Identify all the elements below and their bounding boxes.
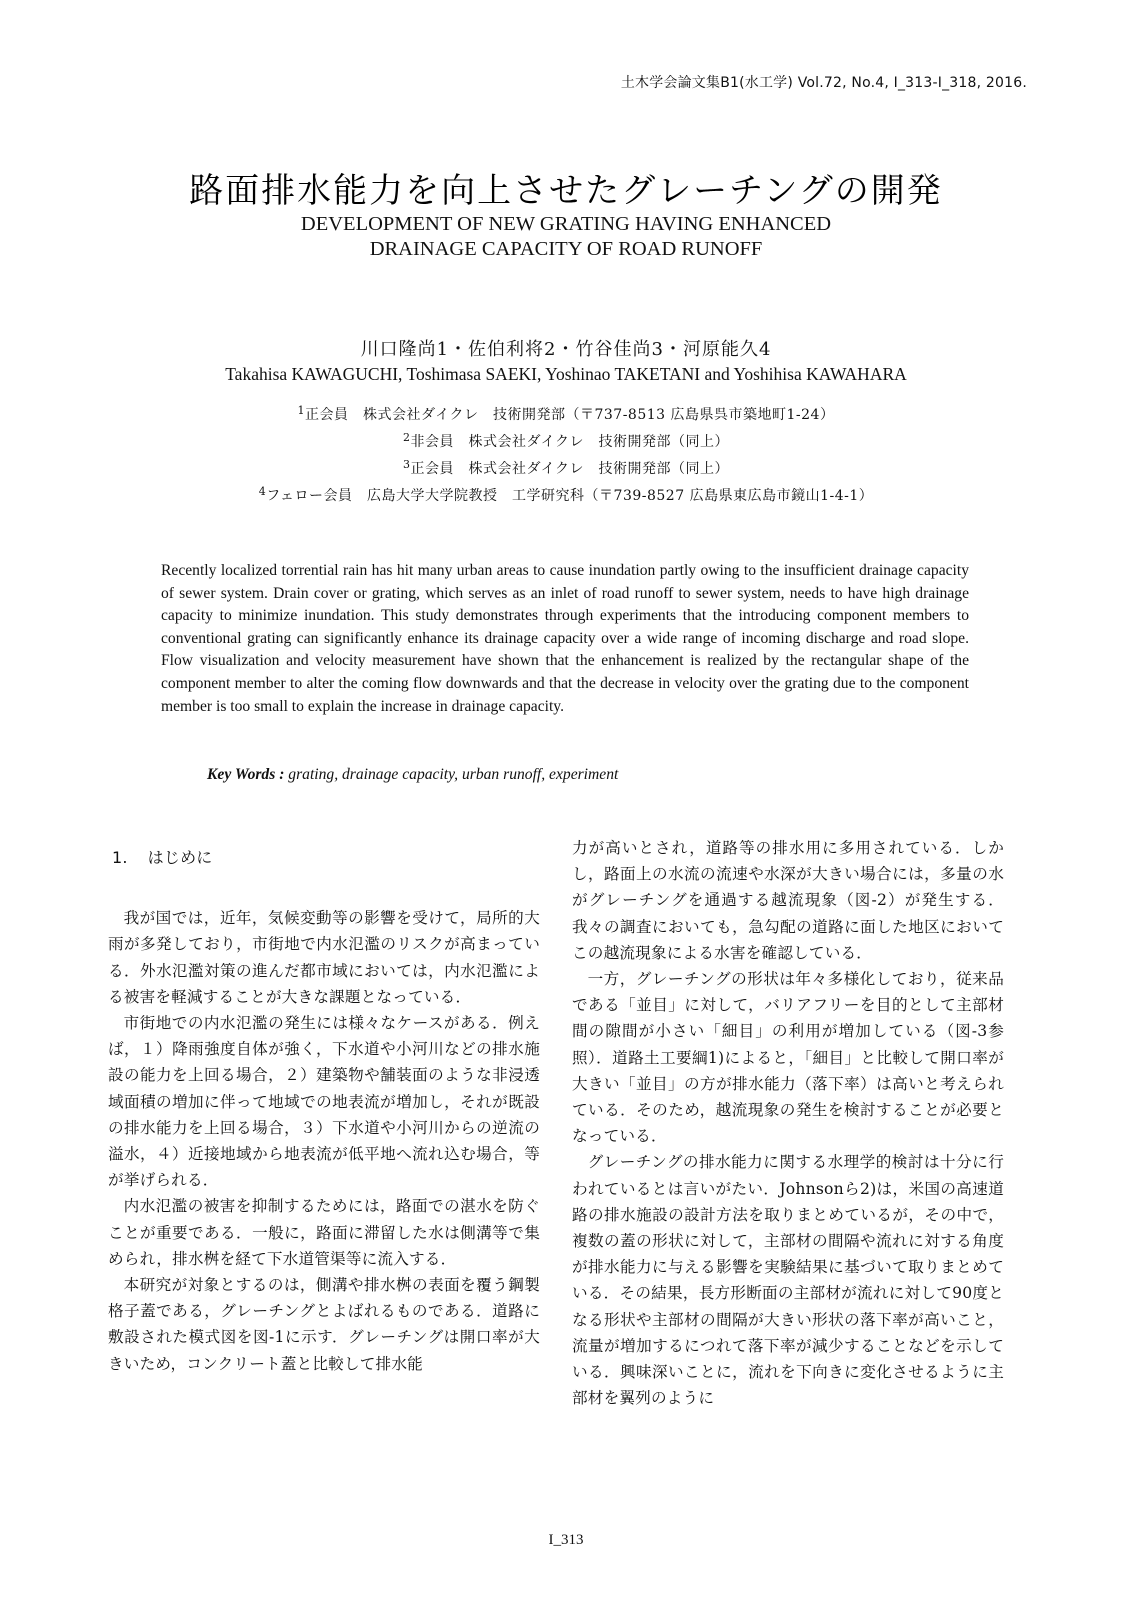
affiliation-4 (0, 485, 1132, 505)
page-number: I_313 (548, 1532, 584, 1548)
paper-title-en (0, 212, 1132, 262)
affiliation-1-text: 正会員 株式会社ダイクレ 技術開発部（〒737-8513 広島県呉市築地町1-24） (305, 407, 835, 423)
paper-title-ja: 路面排水能力を向上させたグレーチングの開発 (189, 171, 943, 211)
body-paragraph: 力が高いとされ，道路等の排水用に多用されている．しかし，路面上の水流の流速や水深が大きい場合には，多量の水がグレーチングを通過する越流現象（図-2）が発生する．我々の調査においても，急勾配の道路に面した地区においてこの越流現象による水害を確認している． (572, 839, 1004, 962)
section-title: はじめに (147, 848, 213, 867)
paper-title-en-line2: DRAINAGE CAPACITY OF ROAD RUNOFF (369, 238, 763, 260)
section-number: 1. (112, 848, 128, 867)
keywords-label: Key Words : (207, 766, 285, 783)
affiliation-3-text: 正会員 株式会社ダイクレ 技術開発部（同上） (410, 461, 729, 477)
keywords (207, 766, 618, 784)
authors-en: Takahisa KAWAGUCHI, Toshimasa SAEKI, Yoshinao TAKETANI and Yoshihisa KAWAHARA (225, 364, 907, 384)
affiliation-2-num: 2 (403, 431, 411, 444)
affiliation-1-num: 1 (297, 404, 306, 417)
affiliation-2-text: 非会員 株式会社ダイクレ 技術開発部（同上） (410, 434, 729, 450)
body-paragraph: 市街地での内水氾濫の発生には様々なケースがある．例えば，１）降雨強度自体が強く，下水道や小河川などの排水施設の能力を上回る場合，２）建築物や舗装面のような非浸透域面積の増加に伴って地域での地表流が増加し，それが既設の排水能力を上回る場合，３）下水道や小河川からの逆流の溢水，４）近接地域から地表流が低平地へ流れ込む場合，等が挙げられる． (108, 1014, 540, 1190)
body-paragraph: 一方，グレーチングの形状は年々多様化しており，従来品である「並目」に対して，バリアフリーを目的として主部材間の隙間が小さい「細目」の利用が増加している（図-3参照）．道路土工要綱1)によると，「細目」と比較して開口率が大きい「並目」の方が排水能力（落下率）は高いと考えられている．そのため，越流現象の発生を検討することが必要となっている． (572, 970, 1004, 1146)
authors-ja: 川口隆尚1・佐伯利将2・竹谷佳尚3・河原能久4 (360, 339, 772, 360)
column-left (108, 835, 540, 1377)
abstract: Recently localized torrential rain has hit many urban areas to cause inundation partly owing to the insufficient drainage capacity of sewer system. Drain cover or grating, which serves as an inlet of road runoff to sewer system, needs to have high drainage capacity to minimize inundation. This study demonstrates through experiments that the introducing component members to conventional grating can significantly enhance its drainage capacity over a wide range of incoming discharge and road slope. Flow visualization and velocity measurement have shown that the enhancement is realized by the rectangular shape of the component member to alter the coming flow downwards and that the decrease in velocity over the grating due to the component member is too small to explain the increase in drainage capacity. (161, 562, 969, 715)
body-paragraph: グレーチングの排水能力に関する水理学的検討は十分に行われているとは言いがたい．Johnsonら2)は，米国の高速道路の排水施設の設計方法を取りまとめているが，その中で，複数の蓋の形状に対して，主部材の間隔や流れに対する角度が排水能力に与える影響を実験結果に基づいて取りまとめている．その結果，長方形断面の主部材が流れに対して90度となる形状や主部材の間隔が大きい形状の落下率が高いこと，流量が増加するにつれて落下率が減少することなどを示している．興味深いことに，流れを下向きに変化させるように主部材を翼列のように (572, 1153, 1004, 1408)
paper-title-en-line1: DEVELOPMENT OF NEW GRATING HAVING ENHANCED (300, 213, 832, 235)
affiliation-4-text: フェロー会員 広島大学大学院教授 工学研究科（〒739-8527 広島県東広島市鏡山1-4-1） (266, 488, 874, 504)
journal-header: 土木学会論文集B1(水工学) Vol.72, No.4, I_313-I_318, 2016. (620, 75, 1027, 91)
keywords-text: grating, drainage capacity, urban runoff, experiment (288, 766, 619, 783)
affiliation-2 (0, 431, 1132, 451)
affiliation-4-num: 4 (258, 485, 267, 498)
section-heading (108, 845, 540, 871)
affiliation-1 (0, 404, 1132, 424)
column-right (572, 835, 1004, 1411)
body-paragraph: 内水氾濫の被害を抑制するためには，路面での湛水を防ぐことが重要である．一般に，路面に滞留した水は側溝等で集められ，排水桝を経て下水道管渠等に流入する． (108, 1197, 540, 1268)
body-paragraph: 我が国では，近年，気候変動等の影響を受けて，局所的大雨が多発しており，市街地で内水氾濫のリスクが高まっている．外水氾濫対策の進んだ都市域においては，内水氾濫による被害を軽減することが大きな課題となっている． (108, 909, 540, 1006)
affiliation-3 (0, 458, 1132, 478)
body-paragraph: 本研究が対象とするのは，側溝や排水桝の表面を覆う鋼製格子蓋である，グレーチングとよばれるものである．道路に敷設された模式図を図-1に示す．グレーチングは開口率が大きいため，コンクリート蓋と比較して排水能 (108, 1276, 540, 1373)
affiliation-3-num: 3 (403, 458, 411, 471)
